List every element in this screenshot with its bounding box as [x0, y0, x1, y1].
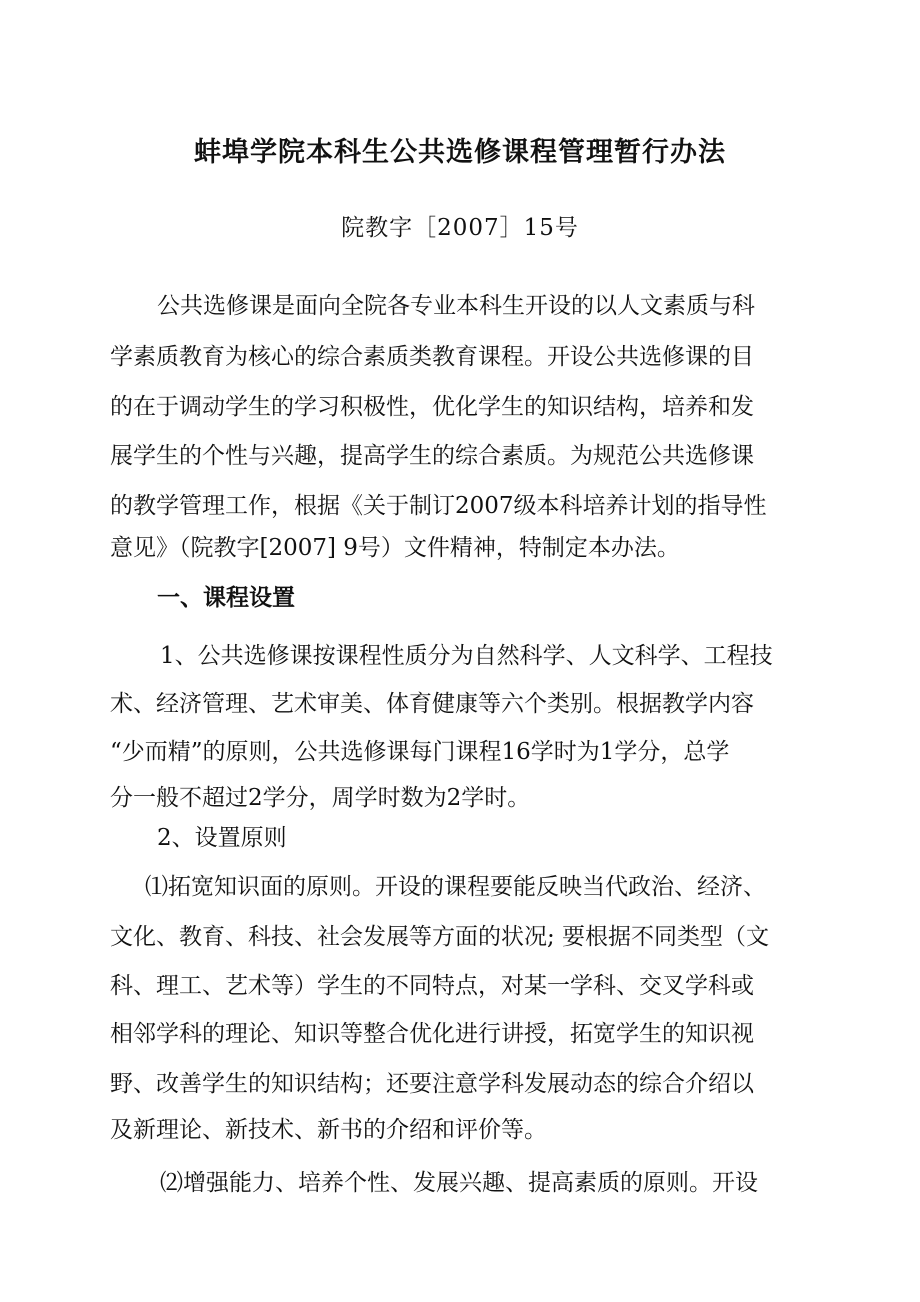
document-title: 蚌埠学院本科生公共选修课程管理暂行办法: [194, 137, 726, 168]
section-heading: 一、课程设置: [157, 585, 295, 611]
body-line: 1、公共选修课按课程性质分为自然科学、人文科学、工程技: [160, 643, 773, 669]
body-line: 及新理论、新技术、新书的介绍和评价等。: [110, 1117, 547, 1143]
body-line: 公共选修课是面向全院各专业本科生开设的以人文素质与科: [157, 293, 755, 319]
body-line: 学素质教育为核心的综合素质类教育课程。开设公共选修课的目: [110, 344, 754, 370]
body-line: “少而精”的原则，公共选修课每门课程16学时为1学分，总学: [110, 739, 730, 765]
body-line: 分一般不超过2学分，周学时数为2学时。: [110, 785, 531, 811]
body-line: 展学生的个性与兴趣，提高学生的综合素质。为规范公共选修课: [110, 443, 754, 469]
subsection-heading: 2、设置原则: [157, 825, 287, 851]
body-line: ⑴拓宽知识面的原则。开设的课程要能反映当代政治、经济、: [145, 874, 766, 900]
body-line: ⑵增强能力、培养个性、发展兴趣、提高素质的原则。开设: [160, 1170, 758, 1196]
body-line: 意见》（院教字[2007] 9号）文件精神，特制定本办法。: [110, 535, 680, 561]
body-line: 科、理工、艺术等）学生的不同特点，对某一学科、交叉学科或: [110, 973, 754, 999]
document-number: 院教字［2007］15号: [341, 215, 579, 241]
body-line: 的在于调动学生的学习积极性，优化学生的知识结构，培养和发: [110, 394, 754, 420]
body-line: 野、改善学生的知识结构；还要注意学科发展动态的综合介绍以: [110, 1071, 754, 1097]
body-line: 术、经济管理、艺术审美、体育健康等六个类别。根据教学内容: [110, 691, 754, 717]
body-line: 的教学管理工作，根据《关于制订2007级本科培养计划的指导性: [110, 493, 767, 519]
body-line: 相邻学科的理论、知识等整合优化进行讲授，拓宽学生的知识视: [110, 1021, 754, 1047]
body-line: 文化、教育、科技、社会发展等方面的状况; 要根据不同类型（文: [110, 924, 770, 950]
